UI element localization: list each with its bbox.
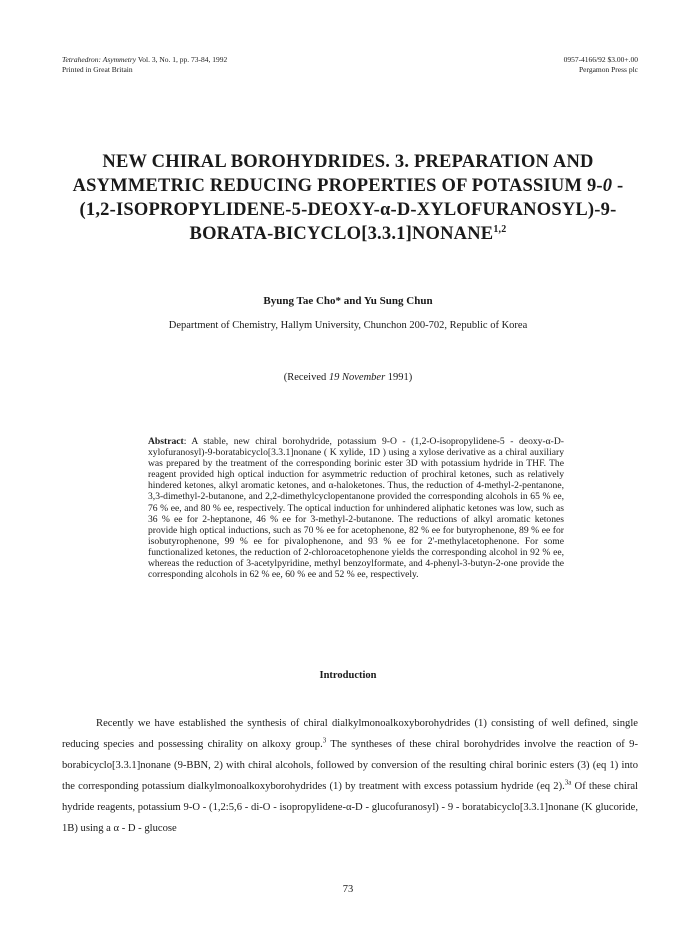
- intro-text-1: Recently we have established the synthesis of chiral dialkylmonoalkoxyborohydrides (1) consisting of well defined, single reducing species and possessing chirality on alkoxy group.: [62, 718, 638, 750]
- affiliation: Department of Chemistry, Hallym University, Chunchon 200-702, Republic of Korea: [168, 320, 528, 331]
- printed-location: Printed in Great Britain: [62, 65, 133, 74]
- title-part2: -(1,2-ISOPROPYLIDENE-5-DEOXY-α-D-XYLOFURANOSYL)-9-BORATA-BICYCLO[3.3.1]NONANE: [79, 176, 624, 244]
- abstract-label: Abstract: [148, 436, 184, 447]
- title-part1: NEW CHIRAL BOROHYDRIDES. 3. PREPARATION AND ASYMMETRIC REDUCING PROPERTIES OF POTASSIUM 9-: [72, 152, 603, 196]
- section-heading-introduction: Introduction: [319, 670, 377, 681]
- received-close: 1991): [385, 372, 413, 383]
- title-superscript: 1,2: [493, 223, 507, 235]
- page-number: 73: [342, 884, 354, 895]
- received-date: [0, 372, 696, 383]
- journal-header-right: [564, 55, 638, 75]
- paper-title: [60, 150, 636, 246]
- issn-price: 0957-4166/92 $3.00+.00: [563, 55, 638, 64]
- received-date-text: 19 November: [328, 372, 386, 383]
- intro-text-3: Of these chiral hydride reagents, potassium 9-O - (1,2:5,6 - di-O - isopropylidene-α-D - glucofuranosyl) - 9 - boratabicyclo[3.3.1]nonane (K glucoride, 1B) using a α - D - glucose: [62, 781, 638, 834]
- abstract-text: : A stable, new chiral borohydride, potassium 9-O - (1,2-O-isopropylidene-5 - deoxy-α-D-xylofuranosyl)-9-boratabicyclo[3.3.1]nonane ( K xylide, 1D ) using a xylose derivative as a chiral auxiliary was prepared by the treatment of the corresponding borinic ester 3D with potassium hydride in THF. The reagent provided high optical induction for asymmetric reduction of prochiral ketones, such as relatively hindered ketones, alkyl aromatic ketones, and α-haloketones. Thus, the reduction of 4-methyl-2-pentanone, 3,3-dimethyl-2-butanone, and 2,2-dimethylcyclopentanone provided the corresponding alcohols in 65 % ee, 76 % ee, and 80 % ee, respectively. The optical induction for unhindered aliphatic ketones was low, such as 36 % ee for 2-heptanone, 46 % ee for 3-methyl-2-butanone. The reductions of alkyl aromatic ketones provide high optical inductions, such as 70 % ee for acetophenone, 82 % ee for butyrophenone, 89 % ee for isobutyrophenone, 99 % ee for pivalophenone, and 93 % ee for 2'-methylacetophenone. For some functionalized ketones, the reduction of 2-chloroacetophenone yields the corresponding alcohol in 92 % ee, whereas the reduction of 3-acetylpyridine, methyl benzoylformate, and 4-phenyl-3-butyn-2-one provide the corresponding alcohols in 62 % ee, 60 % ee and 52 % ee, respectively.: [148, 436, 564, 581]
- authors: Byung Tae Cho* and Yu Sung Chun: [263, 295, 433, 307]
- journal-header-left: [62, 55, 227, 75]
- introduction-paragraph: [62, 713, 638, 839]
- title-italic-o: 0: [602, 176, 613, 196]
- intro-ref-1: 3: [322, 736, 327, 745]
- intro-text-2: The syntheses of these chiral borohydrides involve the reaction of 9-borabicyclo[3.3.1]nonane (9-BBN, 2) with chiral alcohols, followed by conversion of the resulting chiral borinic esters (3) (eq 1) into the corresponding potassium dialkylmonoalkoxyborohydrides (1) by treatment with excess potassium hydride (eq 2).: [62, 739, 639, 792]
- intro-ref-2: 3a: [564, 778, 572, 787]
- publisher: Pergamon Press plc: [578, 65, 638, 74]
- journal-citation: Vol. 3, No. 1, pp. 73-84, 1992: [137, 55, 228, 64]
- received-open: (Received: [283, 372, 329, 383]
- abstract: [148, 436, 564, 580]
- journal-name: Tetrahedron: Asymmetry: [62, 55, 137, 64]
